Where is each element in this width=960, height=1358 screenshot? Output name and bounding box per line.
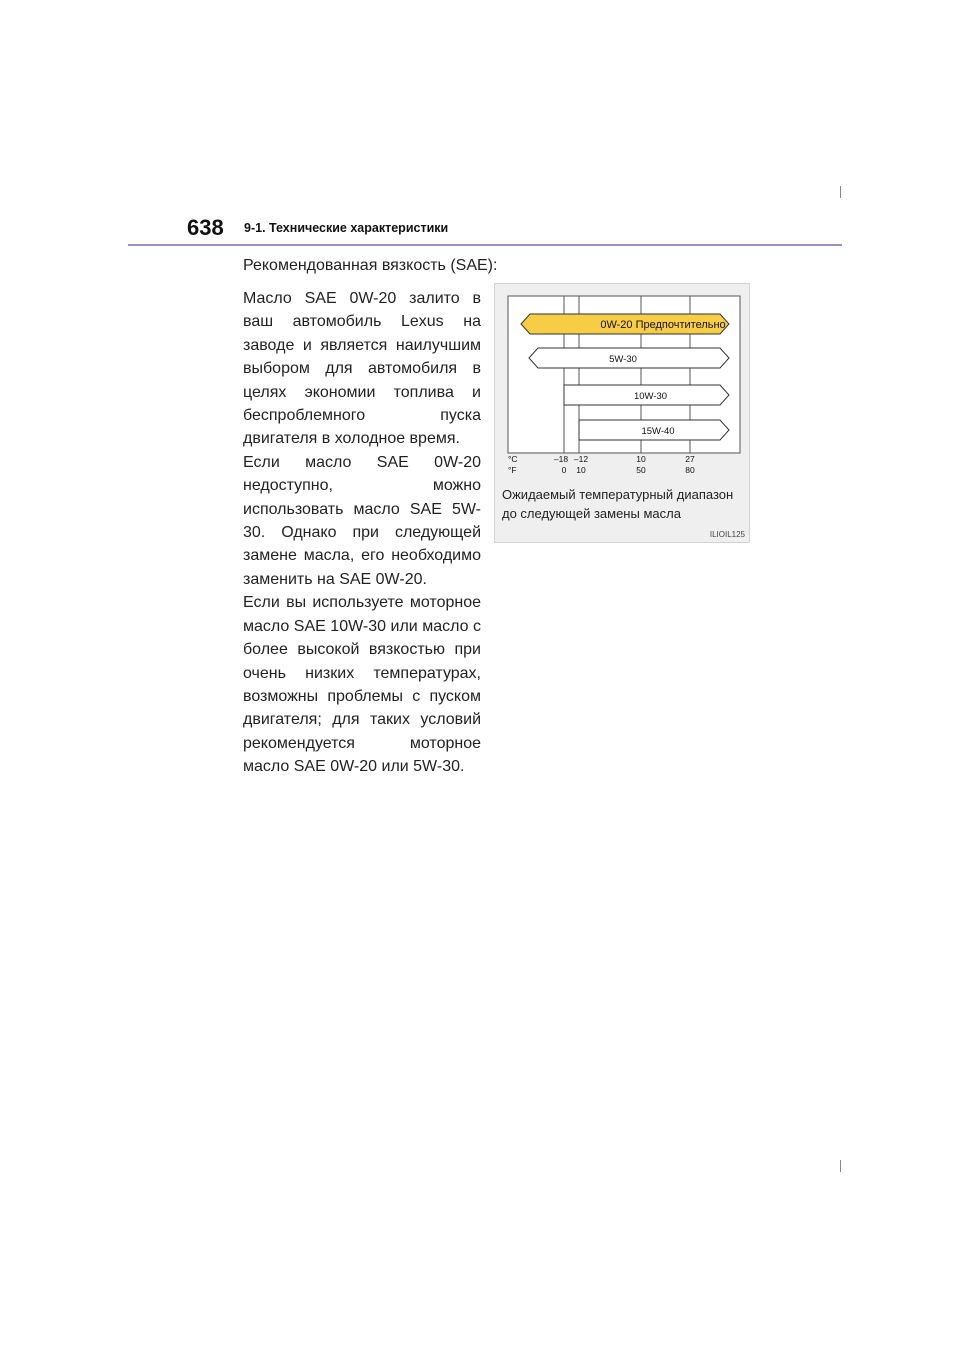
figure-code: ILIOIL125	[709, 530, 745, 539]
viscosity-figure	[494, 283, 750, 543]
tick-label-f-1: 10	[576, 465, 586, 475]
tick-label-c-2: 10	[636, 454, 646, 464]
tick-label-c-0: –18	[553, 454, 569, 464]
page-number: 638	[187, 215, 224, 240]
section-title: 9-1. Технические характеристики	[244, 221, 449, 235]
paragraph-cold-start: Если вы используете моторное масло SAE 10W-30 или масло с более высокой вязкостью при очень низких температурах, возможны проблемы с пуском двигателя; для таких условий рекомендуется моторное масло SAE 0W-20 или 5W-30.	[243, 594, 481, 776]
oil-band-label-5w-30: 5W-30	[609, 354, 637, 365]
oil-band-label-15w-40: 15W-40	[641, 426, 675, 437]
paragraph-alternative-oil: Если масло SAE 0W-20 недоступно, можно использовать масло SAE 5W-30. Однако при следующей замене масла, его необходимо заменить на SAE 0W-20.	[243, 453, 481, 588]
unit-celsius: °C	[508, 454, 518, 464]
intro-line: Рекомендованная вязкость (SAE):	[243, 257, 498, 274]
tick-label-c-1: –12	[573, 454, 589, 464]
oil-band-label-10w-30: 10W-30	[633, 391, 668, 402]
tick-label-c-3: 27	[685, 454, 695, 464]
header-divider	[128, 244, 842, 246]
paragraph-factory-oil: Масло SAE 0W-20 залито в ваш автомобиль Lexus на заводе и является наилучшим выбором для автомобиля в целях экономии топлива и беспроблемного пуска двигателя в холодное время.	[243, 290, 481, 448]
crop-mark-bottom-right	[840, 1160, 841, 1172]
body-text	[243, 287, 481, 779]
unit-fahrenheit: °F	[508, 465, 517, 475]
tick-label-f-0: 0	[561, 465, 567, 475]
oil-band-label-0w-20: 0W-20 Предпочтительно	[600, 319, 726, 331]
viscosity-chart	[495, 284, 751, 484]
figure-caption: Ожидаемый температурный диапазон до следующей замены масла	[502, 487, 734, 521]
tick-label-f-2: 50	[636, 465, 646, 475]
crop-mark-top-right	[840, 186, 841, 198]
tick-label-f-3: 80	[685, 465, 695, 475]
